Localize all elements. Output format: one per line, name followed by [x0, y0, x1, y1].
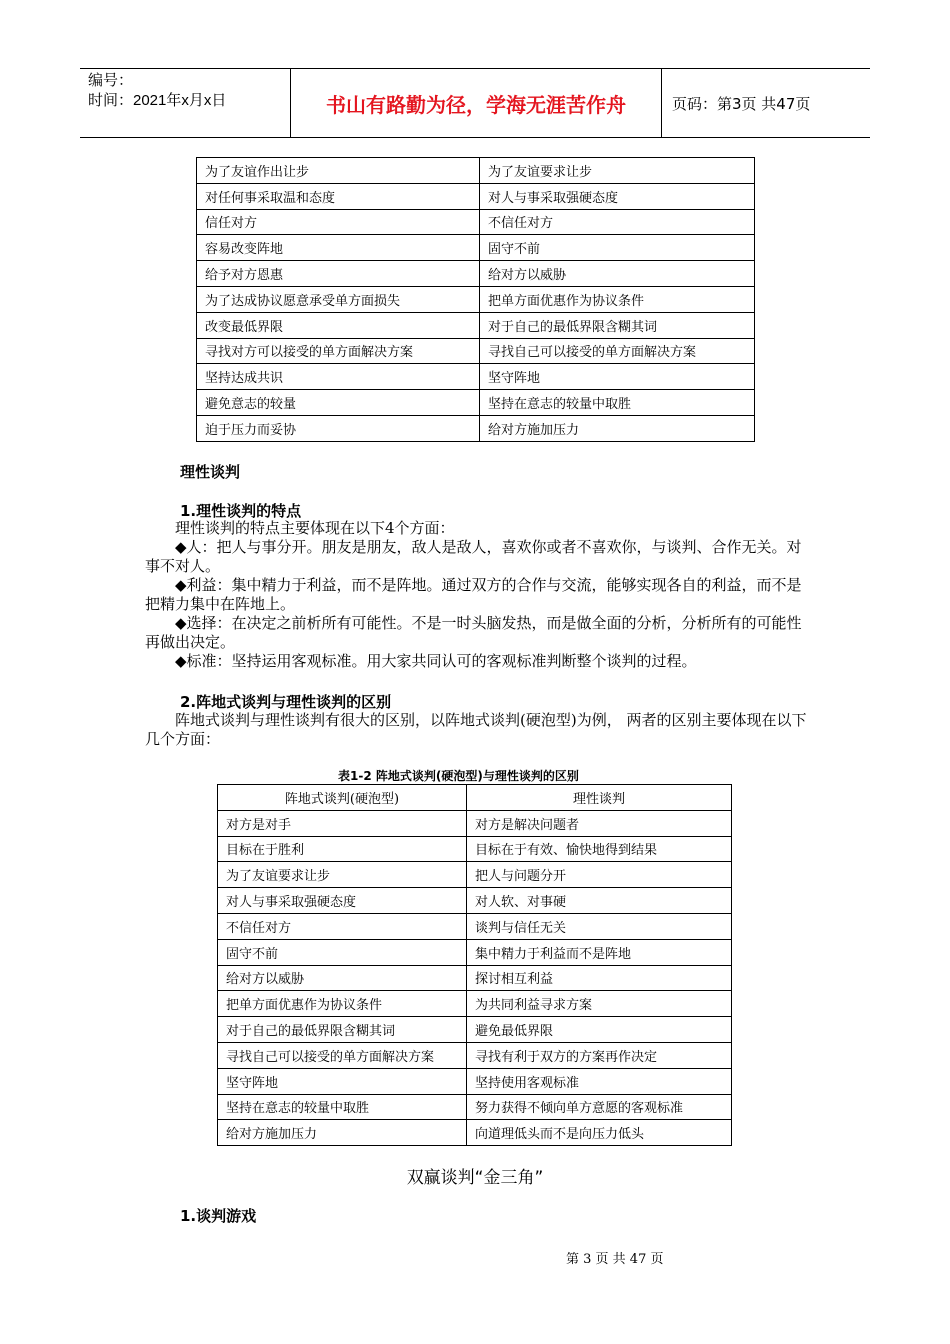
section-title: 理性谈判	[180, 463, 241, 481]
table-cell: 给对方以威胁	[218, 965, 467, 991]
table-row	[218, 939, 732, 965]
table-cell: 寻找自己可以接受的单方面解决方案	[218, 1042, 467, 1068]
table-cell: 避免意志的较量	[197, 390, 480, 416]
column-header-principled: 理性谈判	[467, 785, 732, 811]
bullet-people: ◆人：把人与事分开。朋友是朋友，敌人是敌人，喜欢你或者不喜欢你，与谈判、合作无关。对事不对人。	[145, 538, 802, 575]
table-row	[197, 209, 755, 235]
subsection-title-2: 2.阵地式谈判与理性谈判的区别	[180, 693, 392, 711]
number-label: 编号：	[88, 72, 134, 89]
table-cell: 给对方施加压力	[480, 415, 755, 441]
table-cell: 为了友谊要求让步	[218, 862, 467, 888]
header-meta	[80, 69, 291, 137]
table-cell: 坚持在意志的较量中取胜	[480, 390, 755, 416]
table-cell: 坚持达成共识	[197, 364, 480, 390]
table-cell: 为共同利益寻求方案	[467, 991, 732, 1017]
table-cell: 对人软、对事硬	[467, 888, 732, 914]
section-title-2: 双赢谈判“金三角”	[406, 1168, 544, 1188]
table-cell: 避免最低界限	[467, 1017, 732, 1043]
table-row	[218, 836, 732, 862]
table-cell: 对于自己的最低界限含糊其词	[480, 312, 755, 338]
table-cell: 给予对方恩惠	[197, 261, 480, 287]
table-cell: 固守不前	[218, 939, 467, 965]
table-cell: 不信任对方	[480, 209, 755, 235]
table-cell: 对人与事采取强硬态度	[480, 183, 755, 209]
table-row	[218, 810, 732, 836]
comparison-table-continued	[196, 157, 755, 442]
table-cell: 给对方施加压力	[218, 1120, 467, 1146]
table-cell: 目标在于有效、愉快地得到结果	[467, 836, 732, 862]
column-header-positional: 阵地式谈判(硬泡型)	[218, 785, 467, 811]
table-row	[197, 338, 755, 364]
header-motto: 书山有路勤为径，学海无涯苦作舟	[291, 69, 662, 137]
characteristics-body	[145, 519, 809, 671]
table-row	[197, 261, 755, 287]
table-cell: 对任何事采取温和态度	[197, 183, 480, 209]
table-row	[197, 158, 755, 184]
table-row	[218, 991, 732, 1017]
table-cell: 给对方以威胁	[480, 261, 755, 287]
table-cell: 努力获得不倾向单方意愿的客观标准	[467, 1094, 732, 1120]
table-cell: 容易改变阵地	[197, 235, 480, 261]
table-cell: 寻找有利于双方的方案再作决定	[467, 1042, 732, 1068]
table-cell: 谈判与信任无关	[467, 913, 732, 939]
table-row	[218, 1120, 732, 1146]
table-cell: 寻找对方可以接受的单方面解决方案	[197, 338, 480, 364]
table-row	[197, 286, 755, 312]
date-label: 时间：2021年x月x日	[88, 92, 227, 109]
table-header-row	[218, 785, 732, 811]
table-cell: 把人与问题分开	[467, 862, 732, 888]
table-cell: 不信任对方	[218, 913, 467, 939]
table-row	[218, 862, 732, 888]
table-cell: 为了达成协议愿意承受单方面损失	[197, 286, 480, 312]
table-cell: 信任对方	[197, 209, 480, 235]
table-row	[197, 390, 755, 416]
table-cell: 把单方面优惠作为协议条件	[218, 991, 467, 1017]
table-cell: 对于自己的最低界限含糊其词	[218, 1017, 467, 1043]
table-row	[218, 1017, 732, 1043]
table-cell: 寻找自己可以接受的单方面解决方案	[480, 338, 755, 364]
table-cell: 把单方面优惠作为协议条件	[480, 286, 755, 312]
table-row	[197, 364, 755, 390]
table-cell: 目标在于胜利	[218, 836, 467, 862]
header-page-label: 页码：第3页 共47页	[672, 94, 811, 113]
table-row	[197, 312, 755, 338]
table-cell: 坚持在意志的较量中取胜	[218, 1094, 467, 1120]
table-cell: 为了友谊要求让步	[480, 158, 755, 184]
subsection-title-1: 1.理性谈判的特点	[180, 502, 302, 520]
table-cell: 探讨相互利益	[467, 965, 732, 991]
table-row	[197, 415, 755, 441]
table-row	[218, 965, 732, 991]
table-row	[218, 913, 732, 939]
table-cell: 坚守阵地	[480, 364, 755, 390]
table-cell: 为了友谊作出让步	[197, 158, 480, 184]
table-cell: 向道理低头而不是向压力低头	[467, 1120, 732, 1146]
table-cell: 改变最低界限	[197, 312, 480, 338]
table-cell: 坚守阵地	[218, 1068, 467, 1094]
table-caption: 表1-2 阵地式谈判(硬泡型)与理性谈判的区别	[338, 769, 579, 783]
page-footer: 第 3 页 共 47 页	[566, 1252, 664, 1267]
table-row	[218, 888, 732, 914]
page-header	[80, 68, 870, 138]
bullet-options: ◆选择：在决定之前析所有可能性。不是一时头脑发热，而是做全面的分析，分析所有的可能性再做出决定。	[145, 614, 802, 651]
bullet-standards: ◆标准：坚持运用客观标准。用大家共同认可的客观标准判断整个谈判的过程。	[175, 652, 697, 670]
table-cell: 对方是解决问题者	[467, 810, 732, 836]
difference-intro	[145, 711, 809, 749]
subsection-title-3: 1.谈判游戏	[180, 1207, 257, 1225]
table-row	[218, 1094, 732, 1120]
table-cell: 对方是对手	[218, 810, 467, 836]
table-cell: 对人与事采取强硬态度	[218, 888, 467, 914]
bullet-interests: ◆利益：集中精力于利益，而不是阵地。通过双方的合作与交流，能够实现各自的利益，而不是把精力集中在阵地上。	[145, 576, 802, 613]
table-cell: 坚持使用客观标准	[467, 1068, 732, 1094]
table-cell: 固守不前	[480, 235, 755, 261]
table-cell: 集中精力于利益而不是阵地	[467, 939, 732, 965]
negotiation-comparison-table	[217, 784, 732, 1146]
table-row	[197, 235, 755, 261]
table-row	[218, 1068, 732, 1094]
table-row	[197, 183, 755, 209]
table-row	[218, 1042, 732, 1068]
intro-text: 理性谈判的特点主要体现在以下4个方面：	[175, 519, 455, 537]
table-cell: 迫于压力而妥协	[197, 415, 480, 441]
difference-text: 阵地式谈判与理性谈判有很大的区别，以阵地式谈判(硬泡型)为例， 两者的区别主要体现在以下几个方面：	[145, 711, 807, 748]
